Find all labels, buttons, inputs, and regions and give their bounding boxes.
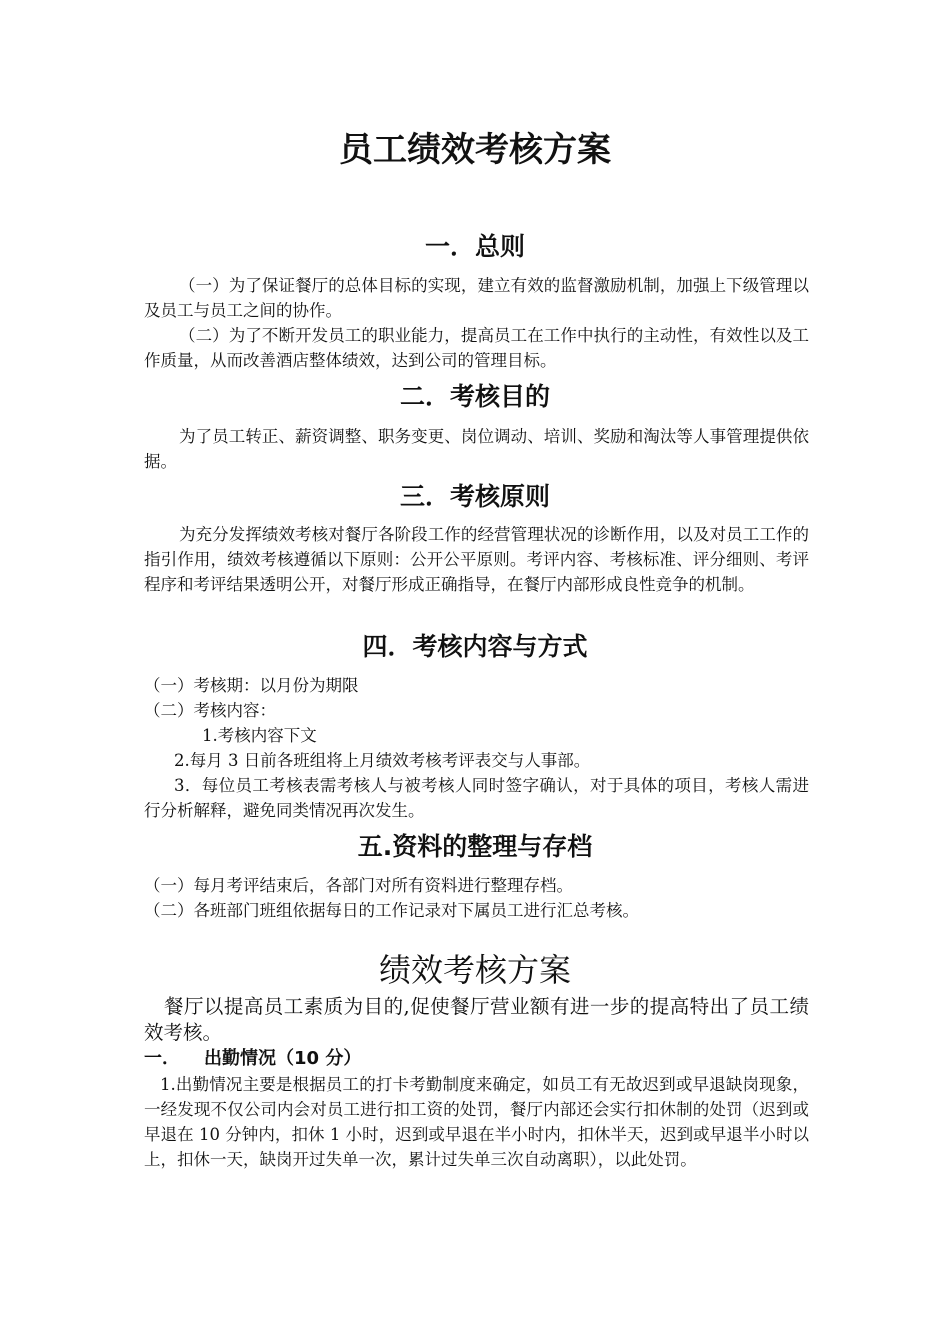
general-paragraph-2: （二）为了不断开发员工的职业能力，提高员工在工作中执行的主动性，有效性以及工作质量，从而改善酒店整体绩效，达到公司的管理目标。: [144, 326, 809, 370]
attendance-paragraph: 1.出勤情况主要是根据员工的打卡考勤制度来确定，如员工有无故迟到或早退缺岗现象，一经发现不仅公司内会对员工进行扣工资的处罚，餐厅内部还会实行扣休制的处罚（迟到或早退在 10 分钟内，扣休 1 小时，迟到或早退在半小时内，扣休半天，迟到或早退半小时以上，扣休一天，缺岗开过失单一次，累计过失单三次自动离职），以此处罚。: [144, 1075, 809, 1169]
attendance-subheading: [144, 1046, 809, 1072]
purpose-paragraph: 为了员工转正、薪资调整、职务变更、岗位调动、培训、奖励和淘汰等人事管理提供依据。: [144, 427, 809, 471]
attendance-subheading-number: 一．: [144, 1048, 180, 1069]
general-paragraph-1: （一）为了保证餐厅的总体目标的实现，建立有效的监督激励机制，加强上下级管理以及员工与员工之间的协作。: [144, 276, 809, 320]
section-heading-purpose: 二．考核目的: [399, 382, 550, 411]
plan-title: 绩效考核方案: [378, 951, 571, 989]
section-heading-general: 一．总则: [424, 232, 525, 261]
section-heading-content: 四．考核内容与方式: [362, 632, 588, 661]
attendance-subheading-title: 出勤情况（10 分）: [204, 1048, 362, 1069]
content-line-5: 3．每位员工考核表需考核人与被考核人同时签字确认，对于具体的项目，考核人需进行分析解释，避免同类情况再次发生。: [144, 776, 809, 820]
archive-line-1: （一）每月考评结束后，各部门对所有资料进行整理存档。: [144, 876, 573, 895]
plan-intro: 餐厅以提高员工素质为目的,促使餐厅营业额有进一步的提高特出了员工绩效考核。: [144, 995, 809, 1044]
content-line-1: （一）考核期：以月份为期限: [144, 676, 359, 695]
content-line-4: 2.每月 3 日前各班组将上月绩效考核考评表交与人事部。: [174, 751, 591, 770]
document-title: 员工绩效考核方案: [339, 130, 611, 170]
section-heading-archive: 五.资料的整理与存档: [357, 832, 593, 861]
content-line-3: 1.考核内容下文: [202, 726, 317, 745]
archive-line-2: （二）各班部门班组依据每日的工作记录对下属员工进行汇总考核。: [144, 901, 639, 920]
principles-paragraph: 为充分发挥绩效考核对餐厅各阶段工作的经营管理状况的诊断作用，以及对员工工作的指引作用，绩效考核遵循以下原则：公开公平原则。考评内容、考核标准、评分细则、考评程序和考评结果透明公开，对餐厅形成正确指导，在餐厅内部形成良性竞争的机制。: [144, 525, 809, 594]
content-line-2: （二）考核内容：: [144, 701, 276, 720]
section-heading-principles: 三．考核原则: [399, 482, 550, 511]
